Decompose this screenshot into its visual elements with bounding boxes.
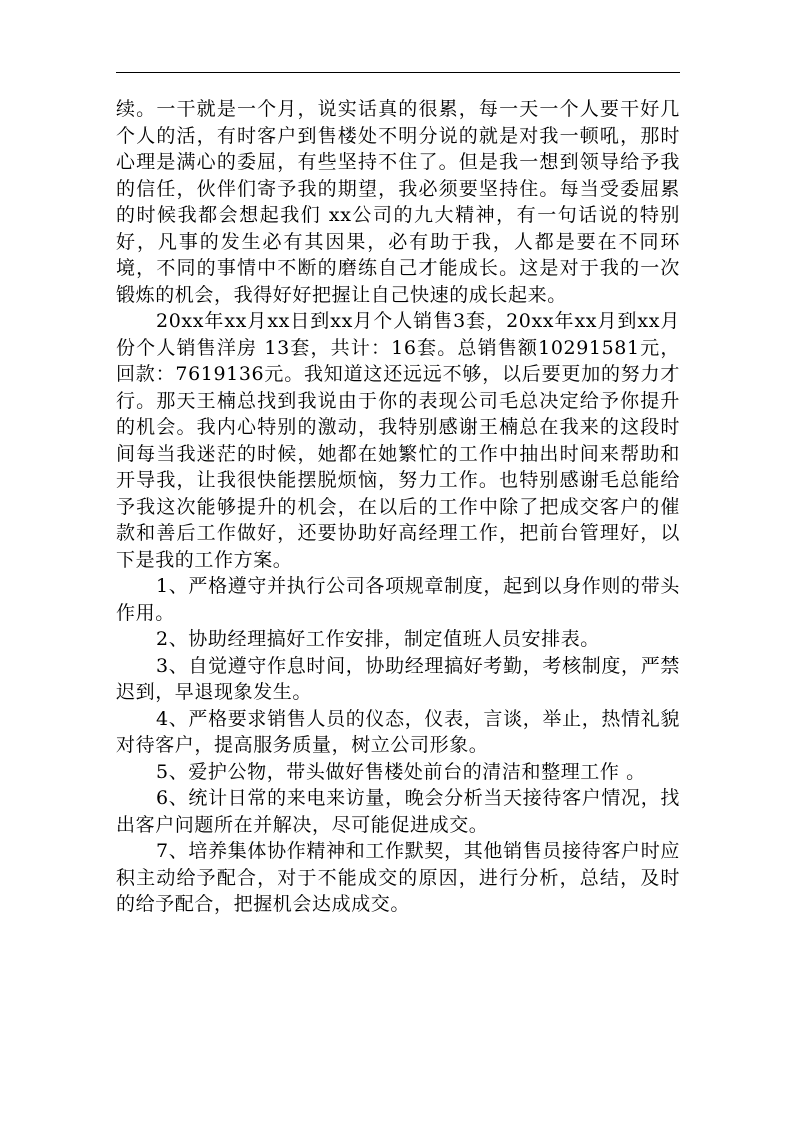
plan-item-1: 1、严格遵守并执行公司各项规章制度，起到以身作则的带头作用。 [116, 575, 680, 624]
paragraph-continuation: 续。一干就是一个月，说实话真的很累，每一天一个人要干好几个人的活，有时客户到售楼处不明分说的就是对我一顿吼，那时心理是满心的委屈，有些坚持不住了。但是我一想到领导给予我的信任，伙伴们寄予我的期望，我必须要坚持住。每当受委屈累的时候我都会想起我们 xx公司的九大精神，有一句话说的特别好，凡事的发生必有其因果，必有助于我，人都是要在不同环境，不同的事情中不断的磨练自己才能成长。这是对于我的一次锻炼的机会，我得好好把握让自己快速的成长起来。 [116, 98, 680, 306]
plan-item-4: 4、严格要求销售人员的仪态，仪表，言谈，举止，热情礼貌对待客户，提高服务质量，树立公司形象。 [116, 707, 680, 756]
plan-item-7: 7、培养集体协作精神和工作默契，其他销售员接待客户时应积主动给予配合，对于不能成交的原因，进行分析，总结，及时的给予配合，把握机会达成成交。 [116, 840, 680, 915]
plan-item-5: 5、爱护公物，带头做好售楼处前台的清洁和整理工作 。 [156, 760, 646, 783]
document-body [116, 96, 680, 918]
plan-item-3: 3、自觉遵守作息时间，协助经理搞好考勤，考核制度，严禁迟到，早退现象发生。 [116, 654, 680, 703]
header-rule [116, 72, 680, 73]
plan-item-2: 2、协助经理搞好工作安排，制定值班人员安排表。 [156, 628, 600, 650]
plan-item-6: 6、统计日常的来电来访量，晚会分析当天接待客户情况，找出客户问题所在并解决，尽可能促进成交。 [116, 787, 680, 836]
paragraph-sales-summary: 20xx年xx月xx日到xx月个人销售3套，20xx年xx月到xx月份个人销售洋房 13套，共计：16套。总销售额10291581元，回款：7619136元。我知道这还远远不够，以后要更加的努力才行。那天王楠总找到我说由于你的表现公司毛总决定给予你提升的机会。我内心特别的激动，我特别感谢王楠总在我来的这段时间每当我迷茫的时候，她都在她繁忙的工作中抽出时间来帮助和开导我，让我很快能摆脱烦恼，努力工作。也特别感谢毛总能给予我这次能够提升的机会，在以后的工作中除了把成交客户的催款和善后工作做好，还要协助好高经理工作，把前台管理好，以下是我的工作方案。 [116, 310, 680, 571]
